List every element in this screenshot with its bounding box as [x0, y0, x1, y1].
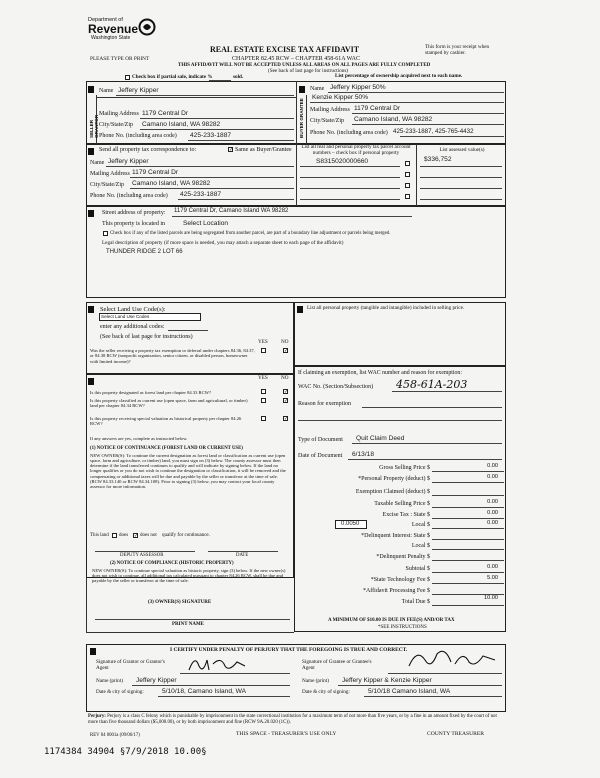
- doc-type-label: Type of Document: [298, 437, 343, 443]
- segregated-checkbox[interactable]: [103, 231, 108, 236]
- correspondence-label: Send all property tax correspondence to:: [99, 147, 197, 153]
- buyer-city[interactable]: Camano Island, WA 98282: [354, 116, 433, 123]
- perjury-label: Perjury:: [88, 714, 106, 719]
- local-tax-value[interactable]: 0.00: [487, 520, 498, 526]
- street-label: Street address of property:: [102, 210, 166, 216]
- print-name-label: PRINT NAME: [172, 622, 204, 627]
- tech-fee-value[interactable]: 5.00: [487, 575, 498, 581]
- corr-mailing-label: Mailing Address: [90, 171, 130, 177]
- grantee-date-label: Date & city of signing:: [302, 689, 350, 695]
- ownership-pct-note: List percentage of ownership acquired next to each name.: [335, 73, 463, 79]
- grantor-signature-label: Signature of Grantor or Grantor's Agent: [96, 659, 165, 671]
- parcel-1[interactable]: S8315020000660: [316, 158, 369, 165]
- current-use-no-checkbox[interactable]: ✓: [284, 398, 289, 404]
- doc-date[interactable]: 6/13/18: [352, 451, 374, 458]
- parcels-header: List all real and personal property tax parcel account numbers – check box if personal property: [301, 144, 411, 156]
- historic-question: Is this property receiving special valuation as historical property per chapter 84.26 RCW?: [90, 416, 242, 427]
- exemption-deduct-label: Exemption Claimed (deduct) $: [355, 489, 430, 495]
- seller-name[interactable]: Jeffery Kipper: [118, 87, 159, 94]
- section-6-marker: [88, 378, 94, 385]
- minimum-note: A MINIMUM OF $10.00 IS DUE IN FEE(S) AND/OR TAX: [328, 618, 455, 623]
- historic-yes-checkbox[interactable]: [261, 416, 266, 421]
- partial-sale-checkbox[interactable]: [125, 75, 130, 80]
- state-tax-value[interactable]: 0.00: [487, 510, 498, 516]
- exemption-claim-label: If claiming an exemption, list WAC number and reason for exemption:: [298, 370, 462, 376]
- forest-question: Is this property designated as forest land per chapter 84.33 RCW?: [90, 390, 212, 395]
- parcel-1-personal-checkbox[interactable]: [405, 161, 410, 166]
- treasurer-space: THIS SPACE - TREASURER'S USE ONLY: [236, 731, 337, 737]
- assessed-value-1[interactable]: $336,752: [424, 156, 452, 163]
- section-8-marker: [90, 648, 96, 655]
- land-use-yes: YES: [258, 339, 268, 345]
- tech-fee-label: *State Technology Fee $: [370, 577, 430, 583]
- receipt-note: This form is your receipt when stamped by cashier.: [425, 44, 490, 56]
- compliance-text: NEW OWNER(S): To continue special valuation as historic property, sign (3) below. If the new owner(s) does not wish to continue, all additional tax calculated pursuant to chapter 84.26 RCW, shall be due and payable by the seller or transferor at the time of sale.: [92, 568, 286, 584]
- revenue-logo: [88, 16, 158, 44]
- this-land-label: This land: [90, 533, 109, 538]
- continuance-text: NEW OWNER(S): To continue the current designation as forest land or classification as current use (open space, farm and agriculture, or timber) land, you must sign on (3) below. The county assessor must then determine if the land transferred continues to qualify and will indicate by signing below. If the land no longer qualifies or you do not wish to continue the designation or classification, it will be removed and the compensating or additional taxes will be due and payable by the seller or transferor at the time of sale. (RCW 84.33.140 or RCW 84.34.108). Prior to signing (3) below, you may contact your local county assessor for more information.: [90, 453, 286, 489]
- taxable-label: Taxable Selling Price $: [374, 501, 430, 507]
- same-as-buyer-label: Same as Buyer/Grantee: [235, 147, 292, 153]
- deputy-date-label: DATE: [236, 553, 249, 558]
- form-revision: REV 84 0001a (09/06/17): [90, 733, 140, 738]
- forest-yes-checkbox[interactable]: [261, 389, 266, 394]
- penalty-label: *Delinquent Penalty $: [376, 554, 430, 560]
- dept-line1: Department of: [88, 17, 123, 23]
- buyer-name-1[interactable]: Jeffery Kipper 50%: [330, 84, 386, 91]
- buyer-city-label: City/State/Zip: [310, 118, 344, 124]
- grantee-date[interactable]: 5/10/18 Camano Island, WA: [368, 688, 451, 695]
- parcel-2-personal-checkbox[interactable]: [405, 172, 410, 177]
- back-note: (See back of last page for instructions): [268, 68, 349, 74]
- dept-line3: Washington State: [91, 35, 131, 41]
- interest-state-label: *Delinquent Interest: State $: [361, 533, 430, 539]
- located-in-label: This property is located in: [102, 221, 165, 227]
- compliance-title: (2) NOTICE OF COMPLIANCE (HISTORIC PROPERTY): [110, 561, 234, 566]
- exemption-no-checkbox[interactable]: ✓: [284, 348, 289, 354]
- section-1-marker: [88, 86, 94, 93]
- parcel-3-personal-checkbox[interactable]: [405, 183, 410, 188]
- section-4-marker: [88, 210, 94, 217]
- exemption-yes-checkbox[interactable]: [261, 348, 266, 353]
- dept-line2: Revenue: [88, 22, 139, 36]
- total-due-label: Total Due $: [401, 599, 430, 605]
- section-5-marker: [88, 306, 94, 313]
- wac-number[interactable]: 458-61A-203: [396, 378, 468, 391]
- grantor-signature[interactable]: [185, 652, 255, 676]
- corr-city-label: City/State/Zip: [90, 182, 124, 188]
- land-use-dropdown-value: Select Land Use Codes: [101, 314, 150, 319]
- deputy-assessor-label: DEPUTY ASSESSOR: [120, 553, 164, 558]
- buyer-side-label: BUYER GRANTEE: [299, 98, 304, 138]
- perjury-text: Perjury is a class C felony which is punishable by imprisonment in the state correctional institution for a maximum term of not more than five years, or by a fine in an amount fixed by the court of not more than five thousand dollars ($5,000.00), or by both imprisonment and fine (RCW 9A.20.020 (1C)).: [88, 714, 497, 725]
- form-chapter: CHAPTER 82.45 RCW – CHAPTER 458-61A WAC: [232, 56, 360, 62]
- seller-phone-label: Phone No. (including area code): [99, 133, 177, 139]
- personal-property-label: List all personal property (tangible and intangible) included in selling price.: [307, 305, 465, 311]
- s5-yes: YES: [258, 375, 268, 381]
- seller-phone[interactable]: 425-233-1887: [190, 132, 232, 139]
- subtotal-label: Subtotal $: [405, 566, 430, 572]
- forest-no-checkbox[interactable]: ✓: [284, 389, 289, 395]
- legal-description[interactable]: THUNDER RIDGE 2 LOT 66: [106, 249, 183, 255]
- continuance-title: (1) NOTICE OF CONTINUANCE (FOREST LAND OR CURRENT USE): [90, 446, 243, 451]
- state-tax-label: Excise Tax : State $: [382, 512, 430, 518]
- doc-type[interactable]: Quit Claim Deed: [356, 435, 405, 442]
- gross-value[interactable]: 0.00: [487, 463, 498, 469]
- taxable-value[interactable]: 0.00: [487, 499, 498, 505]
- corr-mailing[interactable]: 1179 Central Dr: [132, 169, 179, 176]
- parcel-4-personal-checkbox[interactable]: [405, 194, 410, 199]
- local-tax-label: Local $: [411, 522, 430, 528]
- exemption-reason-label: Reason for exemption: [298, 401, 351, 407]
- qualify-label: qualify for continuance.: [162, 533, 210, 538]
- buyer-name-2[interactable]: Kenzie Kipper 50%: [312, 94, 369, 101]
- interest-local-label: Local $: [411, 543, 430, 549]
- corr-city[interactable]: Camano Island, WA 98282: [132, 180, 211, 187]
- grantee-name-label: Name (print): [302, 678, 329, 684]
- section-3-marker: [88, 148, 94, 155]
- corr-name[interactable]: Jeffery Kipper: [108, 158, 149, 165]
- recording-stamp: 1174384 34904 §7/9/2018 10.00§: [44, 747, 207, 757]
- buyer-phone-label: Phone No. (including area code): [310, 130, 388, 136]
- grantor-name-label: Name (print): [96, 678, 123, 684]
- personal-deduct-value[interactable]: 0.00: [487, 474, 498, 480]
- seller-mailing-label: Mailing Address: [99, 111, 139, 117]
- county-treasurer: COUNTY TREASURER: [427, 731, 485, 737]
- total-due-value[interactable]: 10.00: [484, 595, 498, 601]
- s5-no: NO: [281, 375, 289, 381]
- does-checkbox[interactable]: [112, 533, 117, 538]
- partial-sale-label: Check box if partial sale, indicate %: [132, 74, 213, 80]
- seller-city-label: City/State/Zip: [99, 122, 133, 128]
- section-7-marker: [297, 306, 303, 313]
- if-yes-note: If any answers are yes, complete as instructed below.: [90, 436, 188, 441]
- gross-label: Gross Selling Price $: [379, 465, 430, 471]
- seller-name-label: Name: [99, 88, 114, 94]
- additional-codes-label: enter any additional codes:: [100, 324, 165, 330]
- grantor-name[interactable]: Jeffery Kipper: [136, 677, 177, 684]
- form-title: REAL ESTATE EXCISE TAX AFFIDAVIT: [210, 45, 360, 54]
- land-use-back-note: (See back of last page for instructions): [100, 334, 193, 340]
- buyer-phone[interactable]: 425-233-1887, 425-765-4432: [393, 128, 474, 135]
- land-use-label: Select Land Use Code(s):: [100, 306, 166, 313]
- wac-label: WAC No. (Section/Subsection): [298, 384, 374, 390]
- buyer-mailing[interactable]: 1179 Central Dr: [354, 105, 401, 112]
- grantor-date[interactable]: 5/10/18, Camano Island, WA: [162, 688, 247, 695]
- grantee-name[interactable]: Jeffery Kipper & Kenzie Kipper: [342, 677, 432, 684]
- does-label: does: [119, 533, 129, 538]
- subtotal-value[interactable]: 0.00: [487, 564, 498, 570]
- same-as-buyer-checkbox[interactable]: ✓: [229, 147, 234, 153]
- certify-statement: I CERTIFY UNDER PENALTY OF PERJURY THAT THE FOREGOING IS TRUE AND CORRECT.: [170, 647, 408, 653]
- local-rate: 0.0050: [341, 521, 360, 527]
- owner-signature-label: (3) OWNER(S) SIGNATURE: [148, 600, 212, 605]
- buyer-name-label: Name: [310, 86, 325, 92]
- personal-deduct-label: *Personal Property (deduct) $: [358, 476, 430, 482]
- grantee-signature[interactable]: [405, 644, 500, 672]
- street-address[interactable]: 1179 Central Dr, Camano Island WA 98282: [174, 208, 289, 214]
- current-use-question: Is this property classified as current use (open space, farm and agricultural, or timber) land per chapter 84.34 RCW?: [90, 398, 248, 409]
- processing-fee-label: *Affidavit Processing Fee $: [362, 588, 430, 594]
- corr-phone[interactable]: 425-233-1887: [180, 191, 222, 198]
- assessed-value-header: List assessed value(s): [439, 147, 485, 153]
- current-use-yes-checkbox[interactable]: [261, 398, 266, 403]
- exemption-question: Was the seller receiving a property tax exemption or deferral under chapters 84.36, 84.37, or 84.38 RCW (nonprofit organization, senior citizen, or disabled person, homeowner with limited income)?: [90, 348, 255, 364]
- form-warning: THIS AFFIDAVIT WILL NOT BE ACCEPTED UNLESS ALL AREAS ON ALL PAGES ARE FULLY COMPLETED: [178, 63, 431, 68]
- sold-label: sold.: [233, 74, 244, 80]
- grantor-date-label: Date & city of signing:: [96, 689, 144, 695]
- land-use-no: NO: [281, 339, 289, 345]
- perjury-notice: [88, 714, 506, 726]
- legal-label: Legal description of property (if more space is needed, you may attach a separate sheet to each page of the affidavit): [102, 240, 344, 246]
- located-in-select[interactable]: Select Location: [183, 220, 229, 227]
- grantee-signature-label: Signature of Grantee or Grantee's Agent: [302, 659, 372, 671]
- wa-seal-icon: [138, 18, 156, 36]
- seller-city[interactable]: Camano Island, WA 98282: [142, 121, 221, 128]
- does-not-checkbox[interactable]: ✓: [134, 533, 139, 539]
- segregated-label: Check box if any of the listed parcels are being segregated from another parcel, are part of a boundary line adjustment or parcels being merged.: [110, 231, 391, 236]
- corr-phone-label: Phone No. (including area code): [90, 193, 168, 199]
- seller-mailing[interactable]: 1179 Central Dr: [142, 110, 189, 117]
- historic-no-checkbox[interactable]: ✓: [284, 416, 289, 422]
- see-instructions: *SEE INSTRUCTIONS: [378, 625, 427, 630]
- seller-side-label: SELLER GRANTOR: [89, 114, 99, 138]
- corr-name-label: Name: [90, 160, 105, 166]
- please-type: PLEASE TYPE OR PRINT: [90, 56, 150, 62]
- doc-date-label: Date of Document: [298, 453, 343, 459]
- does-not-label: does not: [140, 533, 157, 538]
- section-2-marker: [299, 86, 305, 93]
- buyer-mailing-label: Mailing Address: [310, 107, 350, 113]
